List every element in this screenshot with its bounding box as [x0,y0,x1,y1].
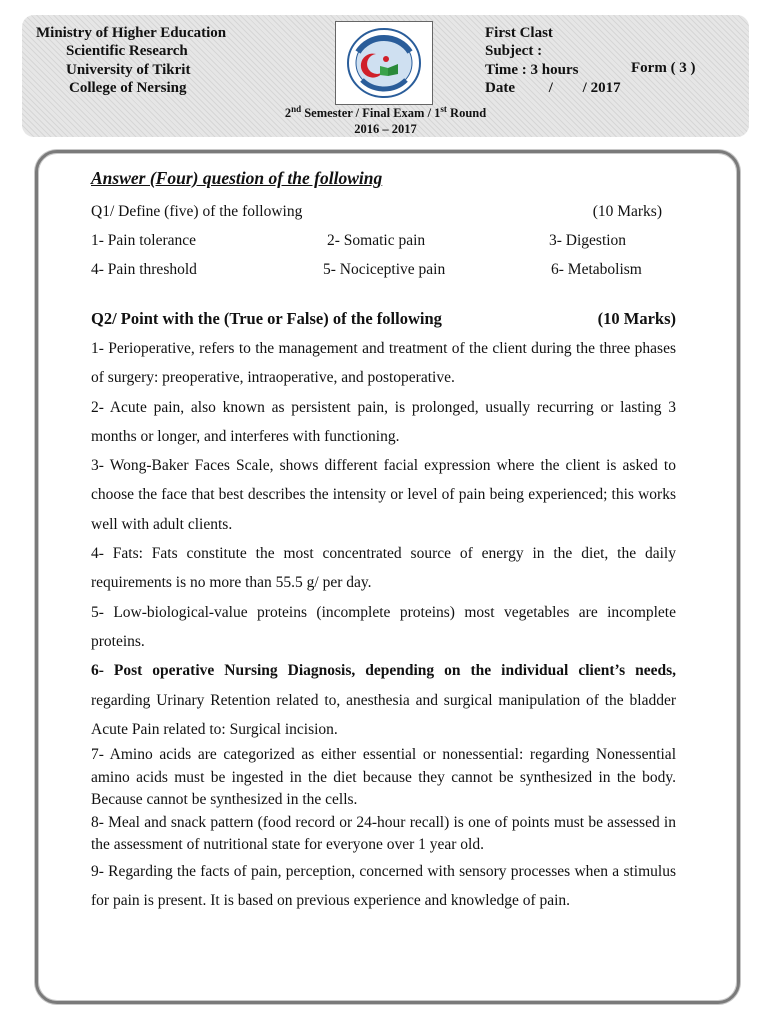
q2-item-7: 7- Amino acids are categorized as either essential or nonessential: regarding Nonessential amino acids must be ingested in the diet because they cannot be synthesized in the body. Because cannot be synthesized in the cells. [91,746,676,809]
q2-item-2: 2- Acute pain, also known as persistent pain, is prolonged, usually recurring or lasting 3 months or longer, and interferes with functioning. [91,398,676,445]
q2-heading: Q2/ Point with the (True or False) of the following [91,309,442,328]
time-label: Time : 3 hours [485,61,579,78]
q2-item-4: 4- Fats: Fats constitute the most concentrated source of energy in the diet, the daily requirements is no more than 55.5 g/ per day. [91,545,676,592]
date-year: / 2017 [582,79,621,96]
q1-heading-row [91,197,676,226]
semester-info [22,101,749,137]
q2-heading-row [91,304,676,334]
research-name: Scientific Research [66,43,188,60]
q2-marks: (10 Marks) [597,309,676,328]
q1-item: 3- Digestion [549,232,627,249]
q2-item-3: 3- Wong-Baker Faces Scale, shows different facial expression where the client is asked to choose the face that best describes the intensity or level of pain being experienced; this works well with adult clients. [91,457,676,533]
university-name: University of Tikrit [66,61,191,78]
round-suffix: st [440,104,447,114]
q1-item: 6- Metabolism [551,261,642,278]
semester-number: 2 [284,106,292,121]
date-label: Date [485,79,515,96]
institution-block [36,24,226,97]
academic-years: 2016 – 2017 [354,122,417,137]
exam-content [91,167,676,915]
date-separator: / [548,79,553,96]
q1-item: 2- Somatic pain [327,232,426,249]
q1-marks: (10 Marks) [592,203,662,220]
exam-header [22,15,749,137]
q2-item-6-rest: regarding Urinary Retention related to, anesthesia and surgical manipulation of the bladder Acute Pain related to: Surgical incision. [91,691,676,738]
q1-item: 5- Nociceptive pain [323,261,446,278]
semester-text: Semester / Final Exam / 1 [301,106,441,121]
q1-item: 1- Pain tolerance [91,232,197,249]
university-logo [335,21,433,105]
ministry-name: Ministry of Higher Education [36,25,227,41]
college-name: College of Nersing [69,79,187,96]
q2-item-6 [91,656,676,744]
subject-label: Subject : [485,43,543,60]
q2-item-6-bold: 6- Post operative Nursing Diagnosis, depending on the individual client’s needs, [91,662,676,680]
university-seal-icon [336,22,432,104]
instruction-title: Answer (Four) question of the following [91,168,383,188]
q1-item: 4- Pain threshold [91,261,197,278]
round-text: Round [446,106,487,121]
date-line [485,79,621,97]
q2-item-8: 8- Meal and snack pattern (food record or 24-hour recall) is one of points must be assessed in the assessment of nutritional state for everyone over 1 year old. [91,813,676,854]
q1-heading: Q1/ Define (five) of the following [91,203,303,220]
q1-items-row-1 [91,226,676,255]
class-label: First Clast [485,25,553,41]
exam-info-block [485,24,621,97]
form-number: Form ( 3 ) [631,60,696,76]
q1-items-row-2 [91,255,676,284]
semester-suffix: nd [291,104,302,114]
q2-item-1: 1- Perioperative, refers to the management and treatment of the client during the three phases of surgery: preoperative, intraoperative, and postoperative. [91,340,676,387]
q2-item-5: 5- Low-biological-value proteins (incomplete proteins) most vegetables are incomplete proteins. [91,603,676,650]
q2-item-9: 9- Regarding the facts of pain, perception, concerned with sensory processes when a stimulus for pain is present. It is based on previous experience and knowledge of pain. [91,862,676,909]
